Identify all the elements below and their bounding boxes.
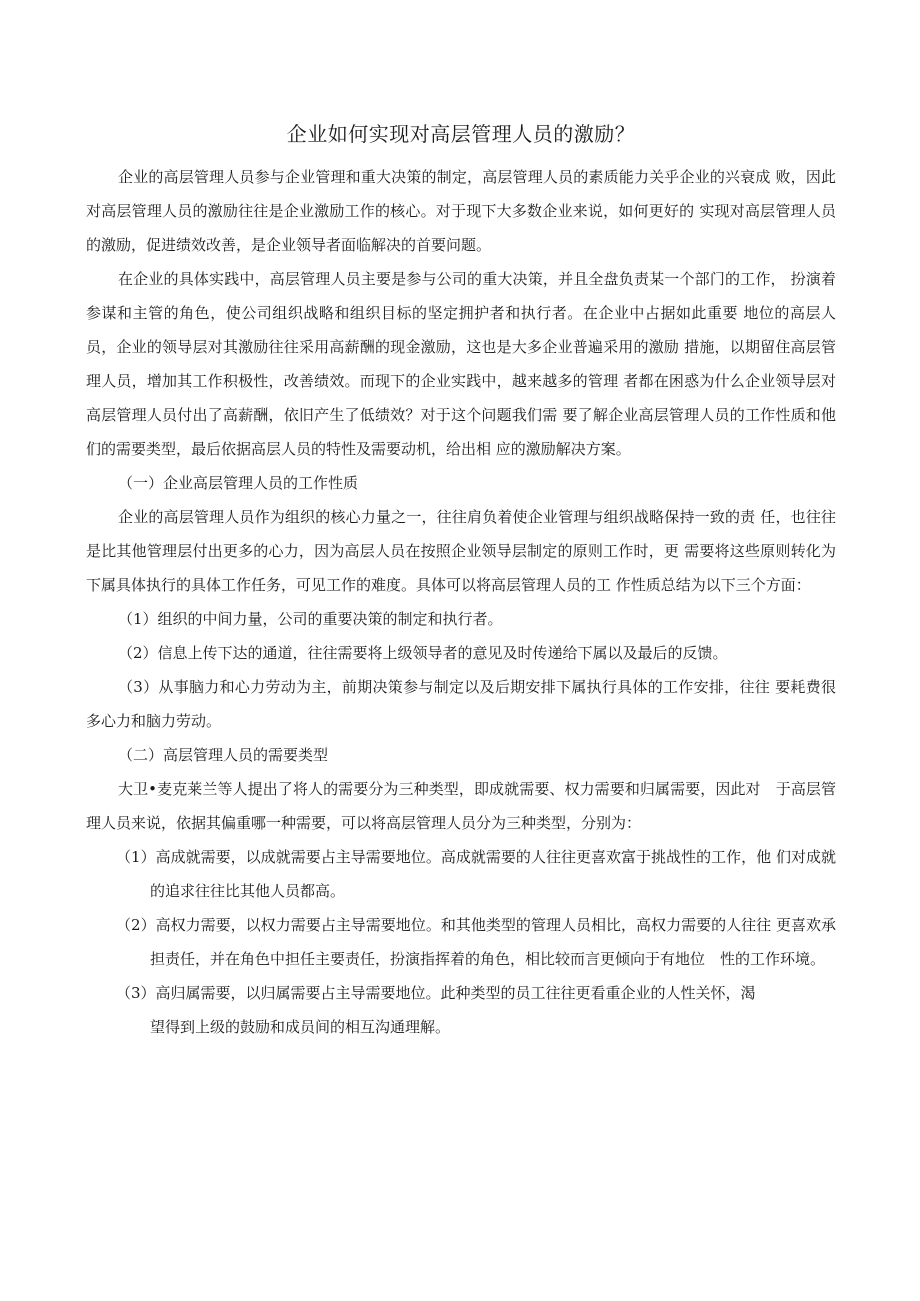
need-type-item-2: （2）高权力需要，以权力需要占主导需要地位。和其他类型的管理人员相比，高权力需要的人往往 更喜欢承担责任，并在角色中担任主要责任，扮演指挥着的角色，相比较而言更倾向于有地位 性的工作环境。 [116,916,836,968]
work-nature-item-2: （2）信息上传下达的通道，往往需要将上级领导者的意见及时传递给下属以及最后的反馈。 [118,644,728,662]
need-types-paragraph: 大卫•麦克莱兰等人提出了将人的需要分为三种类型，即成就需要、权力需要和归属需要，因此对 于高层管理人员来说，依据其偏重哪一种需要，可以将高层管理人员分为三种类型，分别为： [86,780,836,832]
need-type-item-3-line-1: （3）高归属需要，以归属需要占主导需要地位。此种类型的员工往往更看重企业的人性关怀，渴 [116,984,756,1002]
document-page [86,118,836,1044]
work-nature-item-3: （3）从事脑力和心力劳动为主，前期决策参与制定以及后期安排下属执行具体的工作安排，往往 要耗费很多心力和脑力劳动。 [86,678,836,730]
intro-paragraph: 企业的高层管理人员参与企业管理和重大决策的制定，高层管理人员的素质能力关乎企业的兴衰成 败，因此对高层管理人员的激励往往是企业激励工作的核心。对于现下大多数企业来说，如何更好的 实现对高层管理人员的激励，促进绩效改善，是企业领导者面临解决的首要问题。 [86,168,836,254]
practice-paragraph: 在企业的具体实践中，高层管理人员主要是参与公司的重大决策，并且全盘负责某一个部门的工作， 扮演着参谋和主管的角色，使公司组织战略和组织目标的坚定拥护者和执行者。在企业中占据如此重要 地位的高层人员，企业的领导层对其激励往往采用高薪酬的现金激励，这也是大多企业普遍采用的激励 措施，以期留住高层管理人员，增加其工作积极性，改善绩效。而现下的企业实践中，越来越多的管理 者都在困惑为什么企业领导层对高层管理人员付出了高薪酬，依旧产生了低绩效？对于这个问题我们需 要了解企业高层管理人员的工作性质和他们的需要类型，最后依据高层人员的特性及需要动机，给出相 应的激励解决方案。 [86,270,836,458]
document-title: 企业如何实现对高层管理人员的激励？ [286,122,636,146]
section-heading-work-nature: （一）企业高层管理人员的工作性质 [118,474,359,492]
section-heading-need-types: （二）高层管理人员的需要类型 [118,746,329,764]
need-type-item-3-line-2: 望得到上级的鼓励和成员间的相互沟通理解。 [150,1018,451,1036]
work-nature-item-1: （1）组织的中间力量，公司的重要决策的制定和执行者。 [118,610,503,628]
work-nature-paragraph: 企业的高层管理人员作为组织的核心力量之一，往往肩负着使企业管理与组织战略保持一致的责 任，也往往是比其他管理层付出更多的心力，因为高层人员在按照企业领导层制定的原则工作时，更 需要将这些原则转化为下属具体执行的具体工作任务，可见工作的难度。具体可以将高层管理人员的工 作性质总结为以下三个方面： [86,508,836,594]
need-type-item-1: （1）高成就需要，以成就需要占主导需要地位。高成就需要的人往往更喜欢富于挑战性的工作，他 们对成就的追求往往比其他人员都高。 [116,848,836,900]
